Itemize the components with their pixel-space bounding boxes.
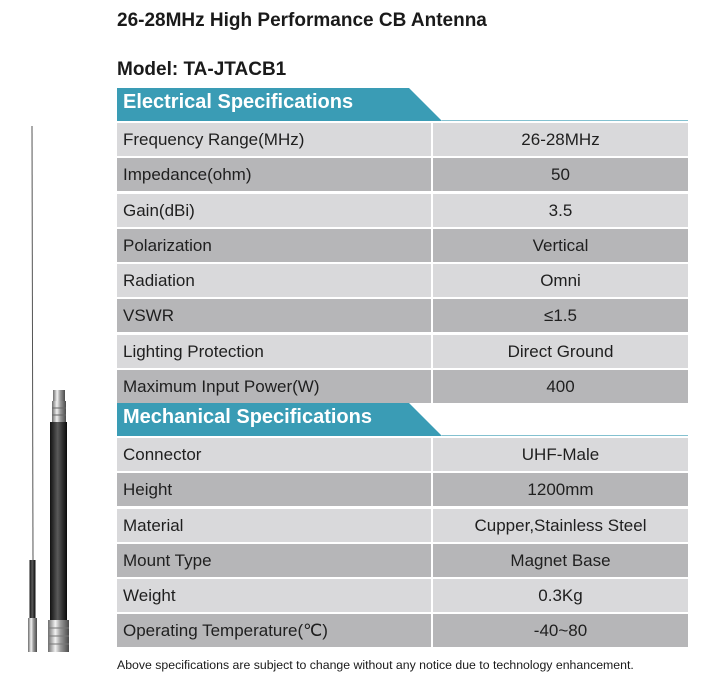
spec-label: Gain(dBi) bbox=[117, 194, 433, 227]
spec-value: Magnet Base bbox=[433, 544, 688, 577]
table-row bbox=[117, 299, 688, 332]
spec-label: Maximum Input Power(W) bbox=[117, 370, 433, 403]
table-row bbox=[117, 335, 688, 368]
spec-value: 0.3Kg bbox=[433, 579, 688, 612]
spec-value: 3.5 bbox=[433, 194, 688, 227]
spec-label-temperature bbox=[117, 614, 433, 647]
spec-label: Connector bbox=[117, 438, 433, 471]
table-row bbox=[117, 123, 688, 156]
page-title: 26-28MHz High Performance CB Antenna bbox=[117, 10, 487, 31]
spec-value: 26-28MHz bbox=[433, 123, 688, 156]
spec-label: Polarization bbox=[117, 229, 433, 262]
spec-value: Cupper,Stainless Steel bbox=[433, 509, 688, 542]
spec-label: Frequency Range(MHz) bbox=[117, 123, 433, 156]
model-number: Model: TA-JTACB1 bbox=[117, 59, 287, 80]
table-row bbox=[117, 614, 688, 647]
table-row bbox=[117, 370, 688, 403]
spec-label: Radiation bbox=[117, 264, 433, 297]
spec-label: Height bbox=[117, 473, 433, 506]
electrical-spec-table bbox=[117, 123, 688, 405]
spec-label: Lighting Protection bbox=[117, 335, 433, 368]
table-row bbox=[117, 509, 688, 542]
spec-label: VSWR bbox=[117, 299, 433, 332]
table-row bbox=[117, 438, 688, 471]
table-row bbox=[117, 473, 688, 506]
spec-value: 1200mm bbox=[433, 473, 688, 506]
electrical-section-header bbox=[117, 88, 688, 121]
mechanical-heading: Mechanical Specifications bbox=[123, 406, 372, 428]
spec-value: 50 bbox=[433, 158, 688, 191]
spec-label: Weight bbox=[117, 579, 433, 612]
spec-value: Direct Ground bbox=[433, 335, 688, 368]
spec-value: UHF-Male bbox=[433, 438, 688, 471]
spec-value: Vertical bbox=[433, 229, 688, 262]
table-row bbox=[117, 158, 688, 191]
mechanical-spec-table bbox=[117, 438, 688, 650]
table-row bbox=[117, 579, 688, 612]
spec-value: 400 bbox=[433, 370, 688, 403]
spec-label: Operating Temperature bbox=[123, 621, 298, 641]
spec-value: -40~80 bbox=[433, 614, 688, 647]
antenna-product-image bbox=[0, 0, 110, 690]
table-row bbox=[117, 194, 688, 227]
spec-label: Material bbox=[117, 509, 433, 542]
mechanical-section-header bbox=[117, 403, 688, 436]
spec-value: ≤1.5 bbox=[433, 299, 688, 332]
footnote: Above specifications are subject to change without any notice due to technology enhancement. bbox=[117, 658, 634, 672]
table-row bbox=[117, 544, 688, 577]
table-row bbox=[117, 229, 688, 262]
table-row bbox=[117, 264, 688, 297]
electrical-heading: Electrical Specifications bbox=[123, 91, 354, 113]
celsius-symbol: (℃) bbox=[297, 621, 328, 641]
spec-label: Mount Type bbox=[117, 544, 433, 577]
spec-label: Impedance(ohm) bbox=[117, 158, 433, 191]
spec-value: Omni bbox=[433, 264, 688, 297]
